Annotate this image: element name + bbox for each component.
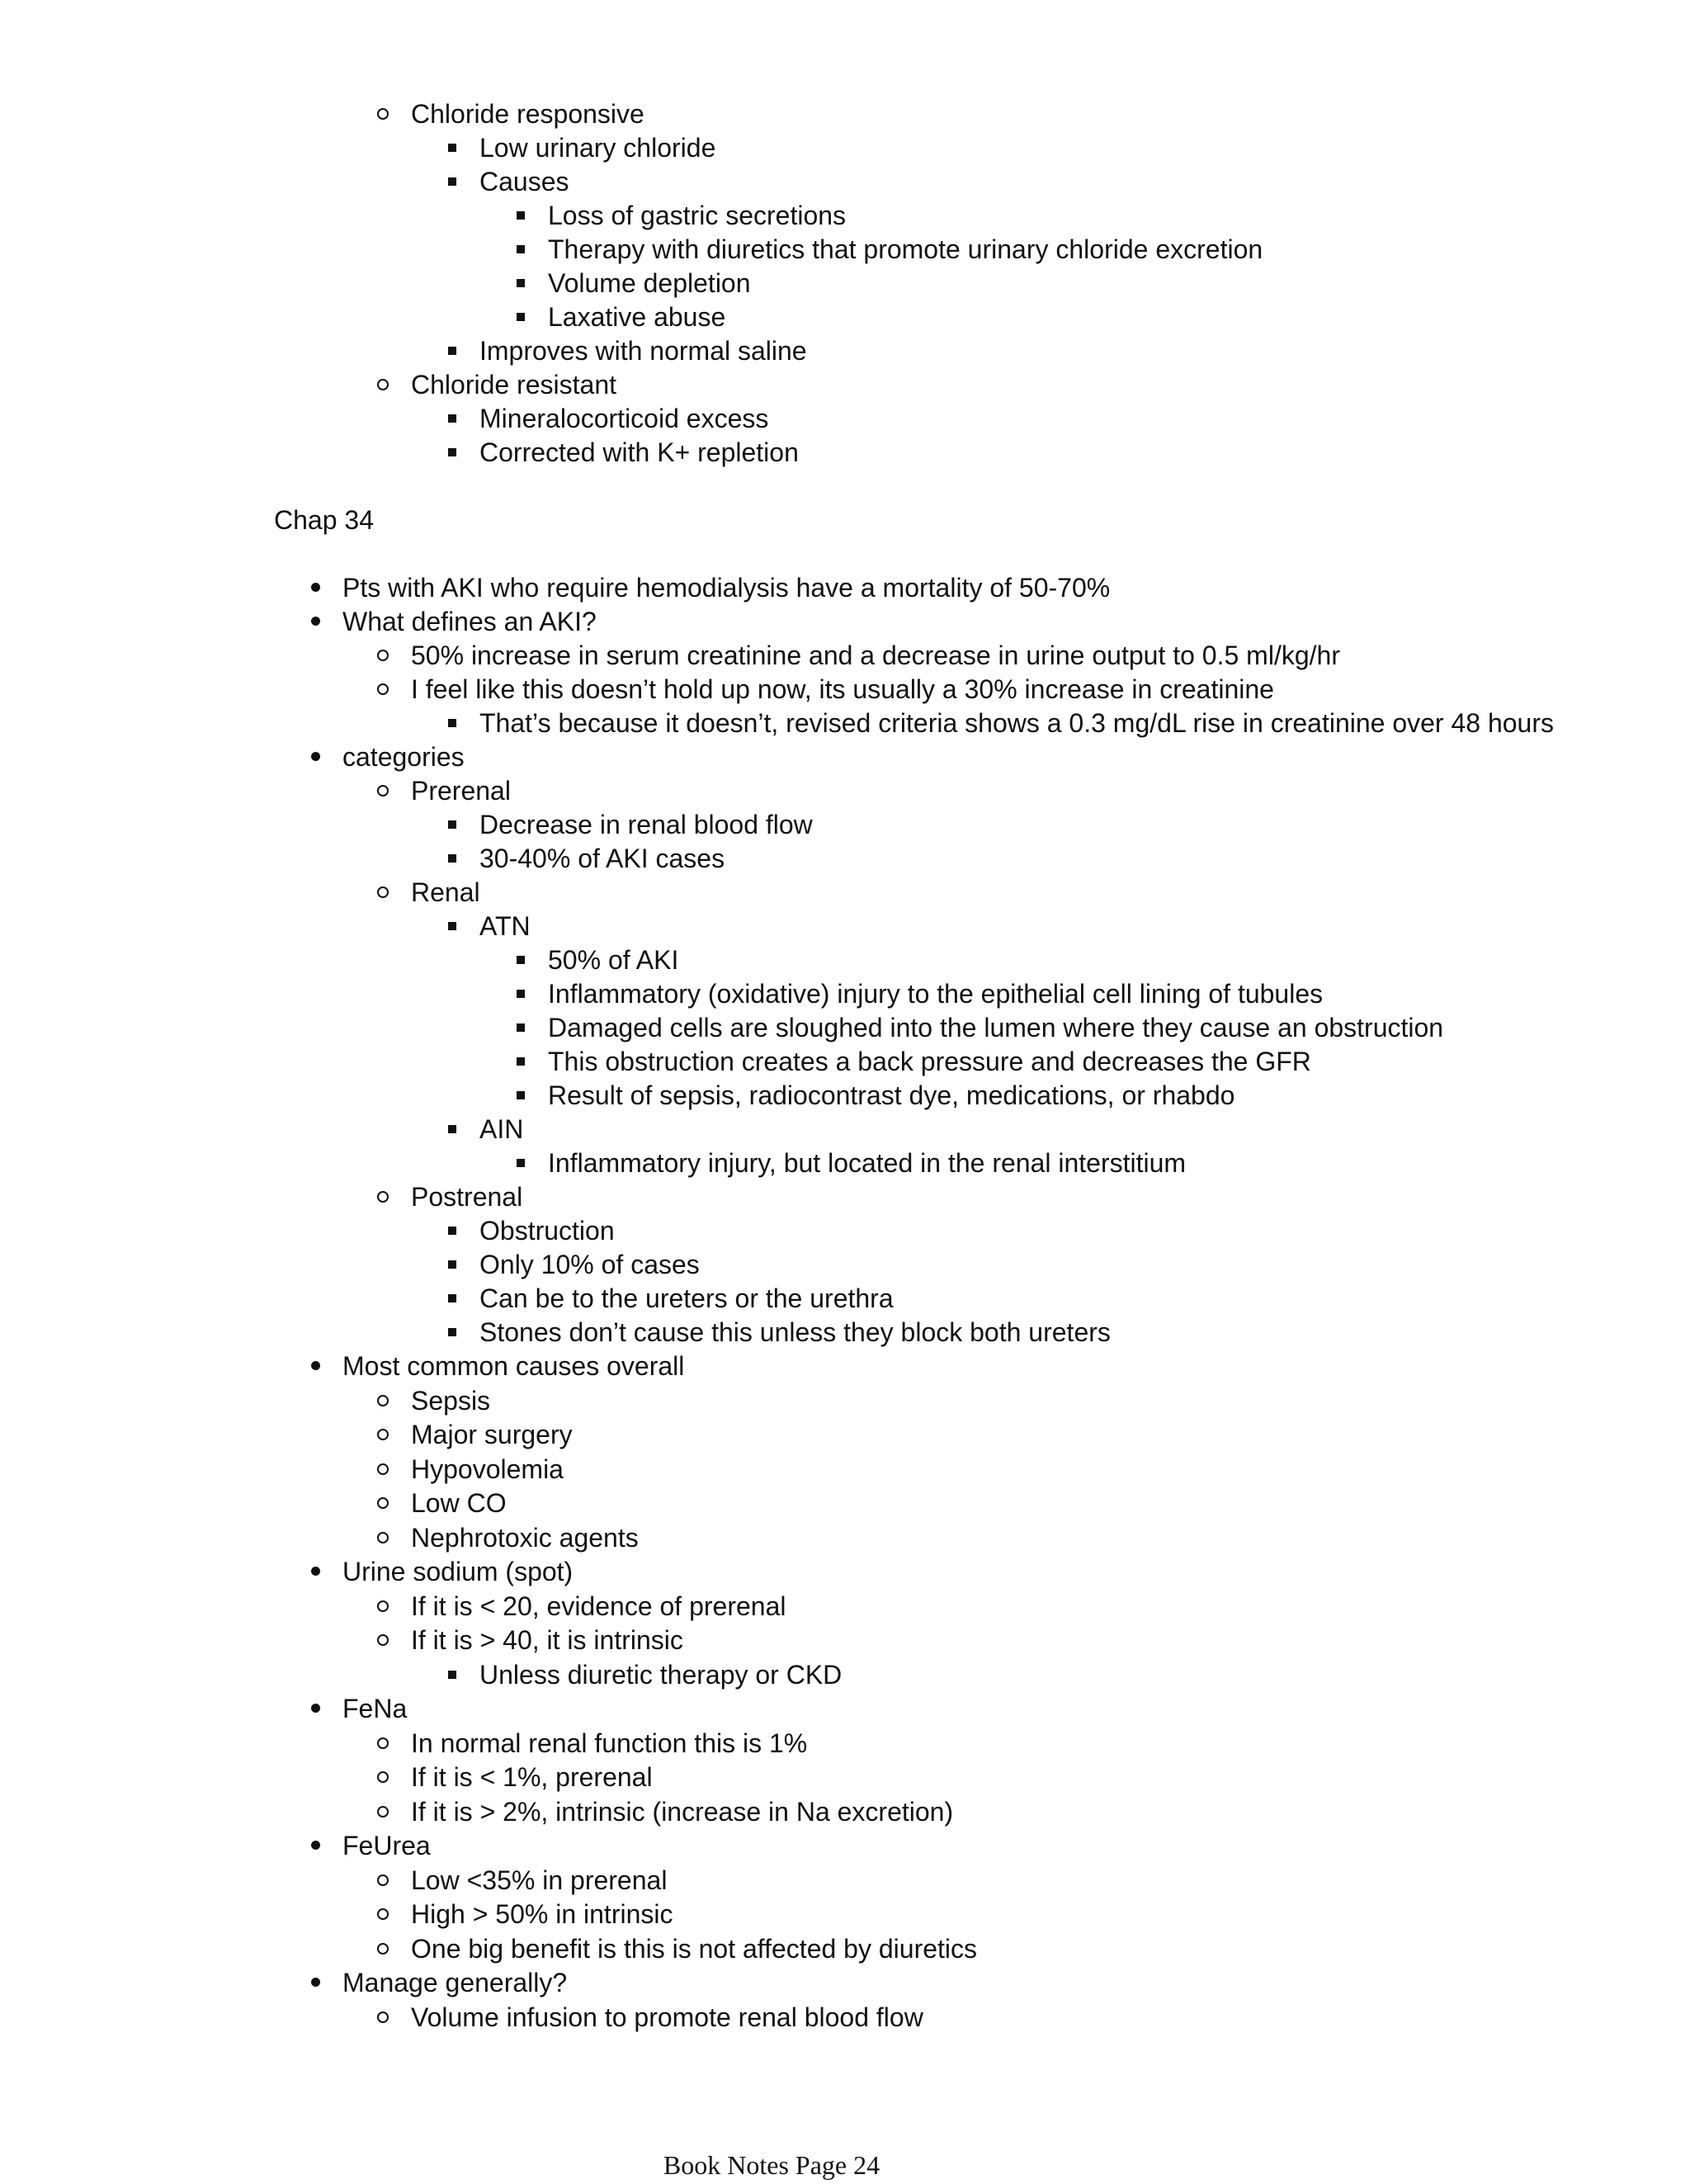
bullet-square-icon [448, 854, 456, 863]
outline-item-level-4 [548, 1045, 1311, 1078]
outline-item-level-2 [411, 1624, 683, 1657]
bullet-circle-icon [377, 1874, 389, 1886]
outline-item-text: That’s because it doesn’t, revised criteria shows a 0.3 mg/dL rise in creatinine over 48 hours [479, 708, 1554, 738]
bullet-circle-icon [377, 1806, 389, 1818]
outline-item-level-3 [479, 165, 569, 198]
bullet-circle-icon [377, 1191, 389, 1203]
outline-item-level-4 [548, 267, 751, 300]
outline-item-text: In normal renal function this is 1% [411, 1728, 808, 1758]
bullet-disc-icon [311, 583, 320, 592]
outline-item-text: If it is < 1%, prerenal [411, 1762, 653, 1792]
outline-item-level-2 [411, 673, 1274, 706]
outline-item-text: Causes [479, 167, 569, 196]
outline-item-text: Low <35% in prerenal [411, 1865, 668, 1895]
page-number-label: Book Notes Page 24 [663, 2150, 880, 2180]
bullet-circle-icon [377, 785, 389, 797]
bullet-circle-icon [377, 2011, 389, 2023]
outline-item-text: Mineralocorticoid excess [479, 404, 769, 433]
bullet-disc-icon [311, 1361, 320, 1370]
outline-item-text: Stones don’t cause this unless they block both ureters [479, 1317, 1111, 1347]
outline-item-text: Most common causes overall [342, 1351, 685, 1381]
bullet-square-icon [517, 990, 525, 998]
outline-item-text: Only 10% of cases [479, 1250, 700, 1279]
outline-item-text: Nephrotoxic agents [411, 1523, 639, 1553]
outline-item-text: Corrected with K+ repletion [479, 437, 799, 467]
page-footer [0, 2149, 1436, 2182]
bullet-square-icon [448, 1227, 456, 1235]
outline-item-text: Unless diuretic therapy or CKD [479, 1660, 843, 1690]
bullet-circle-icon [377, 1395, 389, 1406]
bullet-square-icon [517, 1159, 525, 1167]
bullet-disc-icon [311, 752, 320, 761]
bullet-square-icon [448, 820, 456, 829]
bullet-square-icon [448, 144, 456, 152]
bullet-circle-icon [377, 1429, 389, 1440]
outline-item-text: Improves with normal saline [479, 336, 807, 366]
outline-item-level-2 [411, 639, 1340, 672]
outline-item-level-3 [479, 436, 799, 469]
bullet-square-icon [517, 279, 525, 287]
outline-item-level-2 [411, 774, 511, 807]
bullet-square-icon [448, 1260, 456, 1269]
outline-item-level-1 [342, 1829, 431, 1862]
outline-item-level-1 [342, 1350, 684, 1383]
bullet-circle-icon [377, 1634, 389, 1646]
outline-item-text: If it is > 2%, intrinsic (increase in Na excretion) [411, 1797, 954, 1827]
outline-item-level-3 [479, 808, 813, 841]
outline-item-level-4 [548, 943, 678, 976]
outline-item-text: Chap 34 [274, 505, 374, 535]
outline-item-text: Low urinary chloride [479, 133, 716, 163]
outline-item-text: Renal [411, 877, 480, 907]
bullet-square-icon [517, 956, 525, 964]
bullet-square-icon [448, 347, 456, 355]
outline-item-level-4 [548, 199, 846, 232]
bullet-disc-icon [311, 617, 320, 626]
section-heading [274, 503, 374, 537]
bullet-square-icon [448, 1125, 456, 1133]
bullet-square-icon [448, 1328, 456, 1336]
bullet-circle-icon [377, 1737, 389, 1749]
outline-item-level-2 [411, 1590, 786, 1623]
outline-item-level-3 [479, 707, 1554, 740]
bullet-square-icon [448, 1671, 456, 1679]
outline-item-level-1 [342, 740, 465, 773]
bullet-disc-icon [311, 1704, 320, 1713]
bullet-square-icon [517, 313, 525, 321]
outline-item-text: 50% of AKI [548, 945, 679, 975]
outline-item-text: Obstruction [479, 1216, 615, 1246]
outline-item-level-4 [548, 1146, 1186, 1179]
outline-item-text: Hypovolemia [411, 1454, 564, 1484]
outline-item-level-2 [411, 1487, 507, 1520]
bullet-circle-icon [377, 650, 389, 661]
outline-item-level-3 [479, 131, 715, 164]
outline-item-level-4 [548, 1011, 1443, 1044]
bullet-square-icon [517, 245, 525, 253]
outline-item-level-2 [411, 876, 480, 909]
outline-item-level-3 [479, 1658, 842, 1691]
outline-item-text: High > 50% in intrinsic [411, 1899, 673, 1929]
outline-item-level-2 [411, 1864, 667, 1897]
outline-item-text: Volume infusion to promote renal blood flow [411, 2002, 923, 2032]
outline-item-text: Prerenal [411, 776, 511, 806]
outline-item-text: Low CO [411, 1488, 507, 1518]
outline-item-text: Sepsis [411, 1386, 491, 1416]
bullet-square-icon [517, 211, 525, 220]
outline-item-text: Manage generally? [342, 1968, 568, 1997]
outline-item-level-1 [342, 605, 597, 638]
outline-item-level-3 [479, 842, 725, 875]
outline-item-text: Therapy with diuretics that promote urinary chloride excretion [548, 234, 1263, 264]
outline-item-level-2 [411, 1180, 522, 1213]
outline-item-level-2 [411, 1453, 564, 1486]
outline-item-level-2 [411, 1932, 977, 1965]
bullet-circle-icon [377, 886, 389, 898]
outline-item-text: 30-40% of AKI cases [479, 844, 725, 873]
outline-item-level-1 [342, 571, 1110, 604]
bullet-disc-icon [311, 1567, 320, 1576]
outline-item-text: One big benefit is this is not affected by diuretics [411, 1934, 978, 1964]
outline-item-level-4 [548, 1079, 1234, 1112]
outline-item-level-2 [411, 2001, 923, 2034]
bullet-square-icon [517, 1057, 525, 1066]
outline-item-text: Can be to the ureters or the urethra [479, 1283, 894, 1313]
outline-item-level-3 [479, 910, 531, 943]
outline-item-level-1 [342, 1966, 567, 1999]
outline-item-level-2 [411, 97, 644, 130]
outline-item-text: Laxative abuse [548, 302, 726, 332]
bullet-square-icon [448, 719, 456, 727]
outline-item-level-2 [411, 1898, 673, 1931]
bullet-circle-icon [377, 1532, 389, 1543]
bullet-circle-icon [377, 1771, 389, 1783]
bullet-square-icon [517, 1023, 525, 1032]
bullet-circle-icon [377, 1600, 389, 1612]
outline-item-text: If it is > 40, it is intrinsic [411, 1625, 683, 1655]
outline-item-text: Postrenal [411, 1182, 523, 1212]
outline-item-level-3 [479, 1248, 700, 1281]
bullet-circle-icon [377, 1497, 389, 1509]
outline-item-text: ATN [479, 911, 531, 941]
bullet-square-icon [448, 1294, 456, 1302]
bullet-disc-icon [311, 1841, 320, 1850]
outline-item-level-2 [411, 1521, 639, 1554]
bullet-circle-icon [377, 1463, 389, 1475]
outline-item-text: This obstruction creates a back pressure and decreases the GFR [548, 1047, 1311, 1076]
outline-item-text: Inflammatory injury, but located in the renal interstitium [548, 1148, 1187, 1178]
outline-item-level-4 [548, 233, 1263, 266]
outline-item-level-4 [548, 977, 1323, 1010]
outline-item-text: Chloride responsive [411, 99, 644, 129]
outline-item-level-4 [548, 300, 725, 333]
outline-item-text: What defines an AKI? [342, 607, 597, 636]
outline-item-level-2 [411, 1418, 573, 1451]
outline-item-text: Volume depletion [548, 268, 751, 298]
outline-item-level-1 [342, 1555, 573, 1588]
outline-item-text: AIN [479, 1114, 524, 1144]
outline-item-level-2 [411, 368, 616, 401]
bullet-disc-icon [311, 1978, 320, 1987]
outline-item-level-3 [479, 402, 768, 435]
outline-item-text: Chloride resistant [411, 370, 616, 399]
outline-item-text: 50% increase in serum creatinine and a decrease in urine output to 0.5 ml/kg/hr [411, 641, 1340, 670]
outline-item-text: If it is < 20, evidence of prerenal [411, 1591, 786, 1621]
bullet-circle-icon [377, 1908, 389, 1920]
outline-item-level-2 [411, 1727, 807, 1760]
outline-item-level-3 [479, 334, 807, 367]
bullet-square-icon [448, 448, 456, 456]
outline-item-level-3 [479, 1113, 523, 1146]
outline-item-text: Urine sodium (spot) [342, 1557, 574, 1586]
outline-item-level-1 [342, 1692, 407, 1725]
outline-item-text: FeUrea [342, 1831, 431, 1860]
bullet-circle-icon [377, 683, 389, 695]
outline-item-text: Loss of gastric secretions [548, 201, 847, 230]
outline-item-level-3 [479, 1316, 1111, 1349]
outline-item-text: categories [342, 742, 465, 772]
outline-item-text: I feel like this doesn’t hold up now, its usually a 30% increase in creatinine [411, 674, 1274, 704]
bullet-circle-icon [377, 379, 389, 390]
bullet-circle-icon [377, 1943, 389, 1955]
bullet-circle-icon [377, 108, 389, 120]
outline-item-level-2 [411, 1384, 490, 1417]
bullet-square-icon [448, 414, 456, 423]
outline-item-level-3 [479, 1282, 894, 1315]
outline-item-text: Major surgery [411, 1420, 573, 1449]
outline-item-text: Damaged cells are sloughed into the lumen where they cause an obstruction [548, 1013, 1444, 1042]
bullet-square-icon [448, 177, 456, 186]
bullet-square-icon [517, 1091, 525, 1099]
outline-item-text: Inflammatory (oxidative) injury to the epithelial cell lining of tubules [548, 979, 1324, 1009]
outline-item-level-3 [479, 1214, 615, 1247]
outline-item-text: Result of sepsis, radiocontrast dye, medications, or rhabdo [548, 1080, 1235, 1110]
outline-item-text: FeNa [342, 1694, 408, 1723]
outline-item-level-2 [411, 1761, 653, 1794]
outline-item-text: Decrease in renal blood flow [479, 810, 813, 839]
outline-item-text: Pts with AKI who require hemodialysis have a mortality of 50-70% [342, 573, 1111, 603]
bullet-square-icon [448, 922, 456, 930]
outline-item-level-2 [411, 1795, 953, 1828]
